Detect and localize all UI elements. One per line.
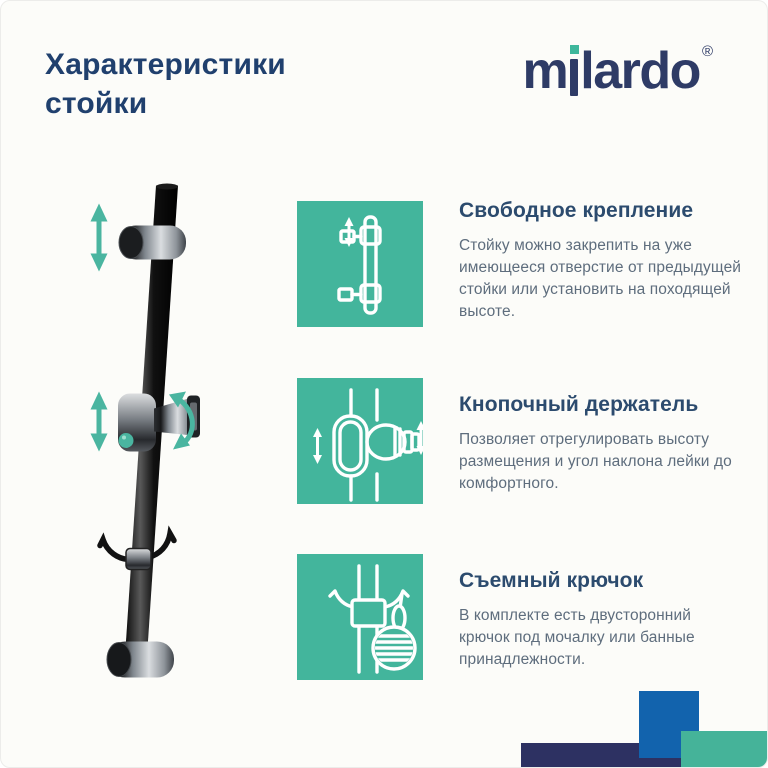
feature-tile-removable-hook (297, 554, 423, 680)
page-title: Характеристики стойки (45, 48, 286, 120)
slide-up-down-arrow-icon (91, 204, 108, 272)
top-wall-mount (119, 226, 186, 260)
feature-description: В комплекте есть двусторонний крючок под мочалку или банные принадлежности. (459, 607, 695, 668)
product-photo (56, 179, 226, 704)
button-holder-icon (297, 378, 423, 504)
feature-block-button-holder (459, 393, 745, 495)
holder-up-down-arrow-icon (91, 392, 108, 452)
bottom-wall-mount (107, 642, 174, 678)
wall-mounted-rail-icon (297, 201, 423, 327)
feature-block-free-mounting (459, 199, 745, 323)
feature-heading: Свободное крепление (459, 199, 694, 222)
removable-hook-icon (297, 554, 423, 680)
feature-tile-free-mounting (297, 201, 423, 327)
feature-description: Позволяет отрегулировать высоту размещения и угол наклона лейки до комфортного. (459, 431, 732, 492)
logo-text-before: m (522, 42, 568, 100)
feature-tile-button-holder (297, 378, 423, 504)
brand-logo (522, 35, 713, 100)
feature-block-removable-hook (459, 569, 745, 671)
logo-text-after: lardo (580, 42, 700, 100)
holder-button (119, 433, 134, 448)
registered-trademark-symbol: ® (701, 43, 713, 60)
logo-letter-i-with-teal-dot-icon (570, 59, 578, 96)
feature-description: Стойку можно закрепить на уже имеющееся отверстие от предыдущей стойки или установить на походящей высоте. (459, 237, 742, 320)
decor-teal-rectangle (681, 731, 768, 768)
feature-heading: Кнопочный держатель (459, 393, 699, 416)
feature-heading: Съемный крючок (459, 569, 644, 592)
